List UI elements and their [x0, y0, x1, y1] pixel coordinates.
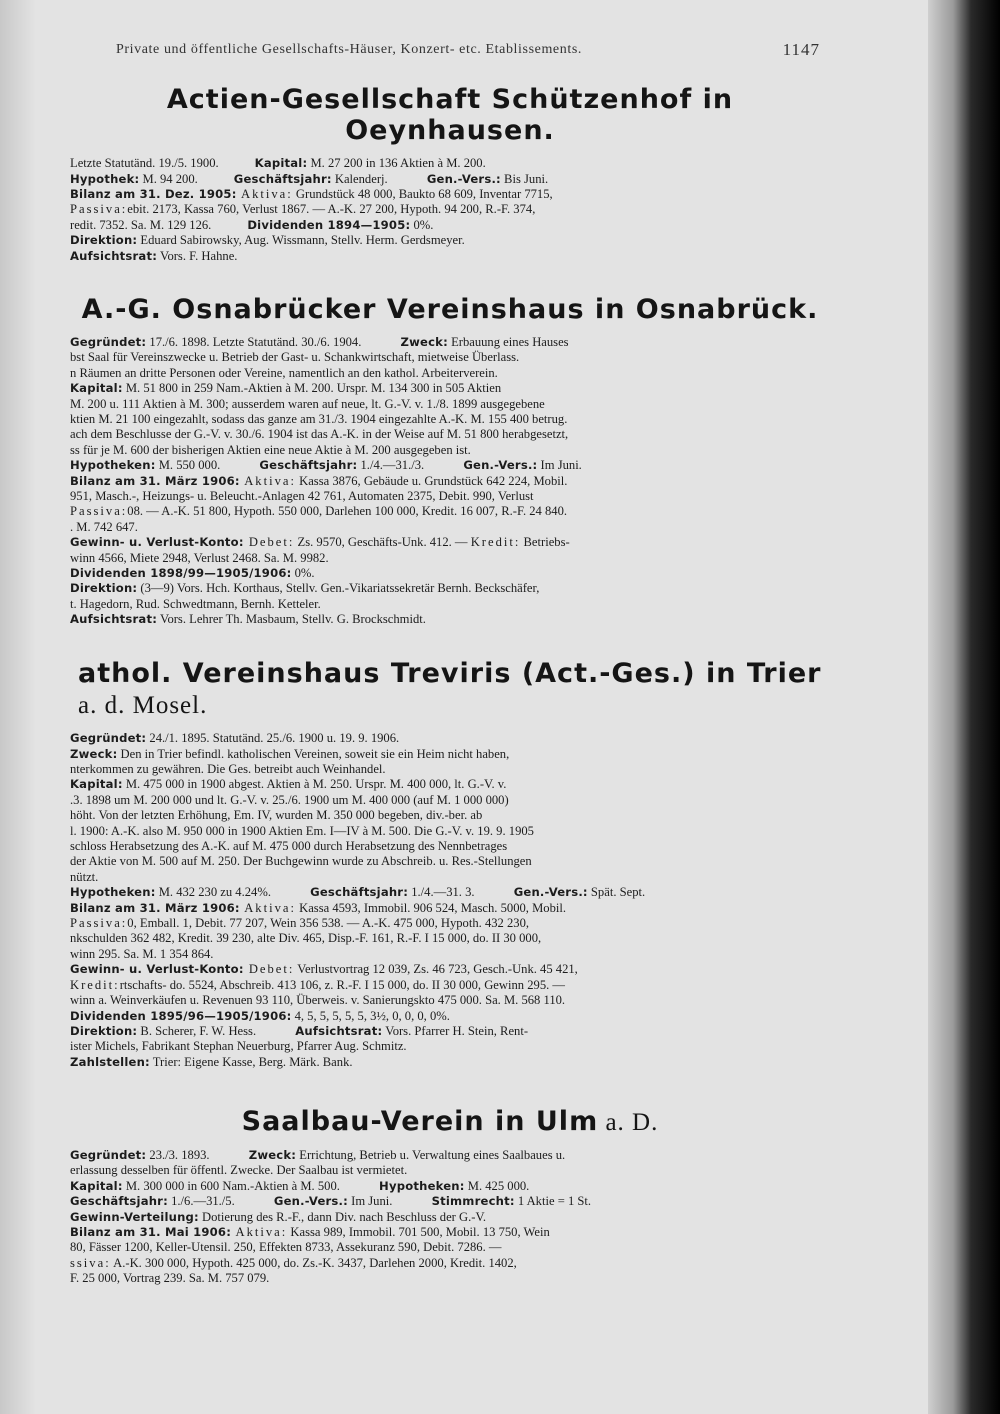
- field-text: A.-K. 51 800, Hypoth. 550 000, Darlehen 100 000, Kredit. 16 007, R.-F. 24 840.: [161, 504, 568, 519]
- text-line: [70, 978, 830, 993]
- text-line: [70, 870, 830, 885]
- text-line: [70, 520, 830, 535]
- text-line: [70, 931, 830, 946]
- spaced-label: Aktiva:: [239, 473, 296, 488]
- field-text: winn 4566, Miete 2948, Verlust 2468. Sa. M. 9982.: [70, 550, 329, 565]
- field-label: Geschäftsjahr:: [70, 1194, 168, 1209]
- field-text: 08. —: [127, 504, 162, 519]
- field-text: ss für je M. 600 der bisherigen Aktien eine neue Aktie à M. 200 ausgegeben ist.: [70, 442, 471, 457]
- text-line: [70, 202, 830, 217]
- field-text: nützt.: [70, 869, 99, 884]
- field-text: Kassa 4593, Immobil. 906 524, Masch. 5000, Mobil.: [295, 900, 567, 915]
- text-line: [70, 474, 830, 489]
- field-text: 951, Masch.-, Heizungs- u. Beleucht.-Anlagen 42 761, Automaten 2375, Debit. 990, Verlust: [70, 489, 534, 504]
- text-line: [70, 762, 830, 777]
- field-label: Gen.-Vers.:: [273, 1194, 348, 1209]
- field-label: Bilanz am 31. Mai 1906:: [70, 1224, 232, 1239]
- field-text: Eduard Sabirowsky, Aug. Wissmann, Stellv. Herm. Gerdsmeyer.: [137, 233, 465, 248]
- spaced-label: Passiva:: [70, 202, 128, 217]
- text-line: [70, 993, 830, 1008]
- field-text: Zs. 9570, Geschäfts-Unk. 412. —: [294, 535, 471, 550]
- text-line: [70, 1179, 830, 1194]
- field-text: n Räumen an dritte Personen oder Vereine, namentlich an den kathol. Arbeiterverein.: [70, 365, 498, 380]
- text-line: [70, 366, 830, 381]
- text-line: [70, 156, 830, 171]
- text-line: [70, 412, 830, 427]
- field-text: Verlustvortrag 12 039, Zs. 46 723, Gesch.-Unk. 45 421,: [294, 962, 578, 977]
- field-label: Dividenden 1894—1905:: [247, 217, 411, 232]
- spaced-label: Aktiva:: [231, 1224, 288, 1239]
- field-text: Spät. Sept.: [587, 885, 646, 900]
- text-line: [70, 1024, 830, 1039]
- spaced-label: Passiva:: [70, 504, 128, 519]
- text-line: [70, 597, 830, 612]
- field-text: rtschafts- do. 5524, Abschreib. 413 106, z. R.-F. I 15 000, do. II 30 000, Gewinn 295. —: [119, 977, 566, 992]
- spaced-label: Aktiva:: [236, 186, 293, 201]
- text-line: [70, 249, 830, 264]
- field-text: winn 295. Sa. M. 1 354 864.: [70, 946, 214, 961]
- running-head-text: Private und öffentliche Gesellschafts-Häuser, Konzert- etc. Etablissements.: [116, 42, 582, 57]
- text-line: [70, 901, 830, 916]
- text-line: [70, 808, 830, 823]
- field-text: M. 200 u. 111 Aktien à M. 300; ausserdem waren auf neue, lt. G.-V. v. 1./8. 1899 ausgegebene: [70, 396, 545, 411]
- text-line: [70, 233, 830, 248]
- field-label: Direktion:: [70, 581, 138, 596]
- field-label: Direktion:: [70, 233, 138, 248]
- field-text: nterkommen zu gewähren. Die Ges. betreibt auch Weinhandel.: [70, 762, 386, 777]
- field-text: ktien M. 21 100 eingezahlt, sodass das ganze am 31./3. 1904 eingezahlte A.-K. M. 155 400 betrug.: [70, 412, 568, 427]
- field-text: schloss Herabsetzung des A.-K. auf M. 475 000 durch Herabsetzung des Nennbetrages: [70, 839, 508, 854]
- field-label: Kapital:: [254, 156, 308, 171]
- field-text: 0%.: [291, 566, 315, 581]
- field-text: Trier: Eigene Kasse, Berg. Märk. Bank.: [149, 1054, 353, 1069]
- field-text: erlassung desselben für öffentl. Zwecke. Der Saalbau ist vermietet.: [70, 1163, 408, 1178]
- text-line: [70, 777, 830, 792]
- field-text: F. 25 000, Vortrag 239. Sa. M. 757 079.: [70, 1271, 270, 1286]
- field-label: Aufsichtsrat:: [70, 248, 158, 263]
- text-line: [70, 793, 830, 808]
- text-line: [70, 489, 830, 504]
- field-text: Dotierung des R.-F., dann Div. nach Beschluss der G.-V.: [198, 1209, 487, 1224]
- field-text: Im Juni.: [347, 1194, 396, 1209]
- spaced-label: Passiva:: [70, 916, 128, 931]
- text-line: [70, 566, 830, 581]
- field-text: M. 300 000 in 600 Nam.-Aktien à M. 500.: [122, 1178, 344, 1193]
- company-title: [70, 84, 830, 146]
- text-line: [70, 1039, 830, 1054]
- field-text: Grundstück 48 000, Baukto 68 609, Inventar 7715,: [292, 186, 553, 201]
- field-label: Hypotheken:: [379, 1178, 465, 1193]
- field-text: A.-K. 300 000, Hypoth. 425 000, do. Zs.-K. 3437, Darlehen 2000, Kredit. 1402,: [110, 1255, 517, 1270]
- field-label: Geschäftsjahr:: [310, 885, 409, 900]
- field-text: M. 475 000 in 1900 abgest. Aktien à M. 250. Urspr. M. 400 000, lt. G.-V. v.: [122, 777, 507, 792]
- field-text: Betriebs-: [520, 535, 570, 550]
- company-entry: [70, 294, 830, 628]
- spaced-label: ssiva:: [70, 1255, 111, 1270]
- field-text: M. 550 000.: [155, 458, 224, 473]
- company-title-text: A.-G. Osnabrücker Vereinshaus in Osnabrück.: [81, 293, 819, 325]
- text-line: [70, 397, 830, 412]
- field-label: Dividenden 1898/99—1905/1906:: [70, 566, 292, 581]
- field-text: B. Scherer, F. W. Hess.: [137, 1023, 260, 1038]
- text-line: [70, 1163, 830, 1178]
- company-entry: [70, 658, 830, 1070]
- text-line: [70, 947, 830, 962]
- field-label: Zweck:: [70, 746, 118, 761]
- field-text: redit. 7352. Sa. M. 129 126.: [70, 217, 212, 232]
- company-entry: [70, 84, 830, 264]
- text-line: [70, 1271, 830, 1286]
- text-line: [70, 747, 830, 762]
- company-title: [70, 294, 830, 325]
- field-label: Hypotheken:: [70, 885, 156, 900]
- field-text: Kalenderj.: [331, 171, 391, 186]
- text-line: [70, 535, 830, 550]
- text-line: [70, 1148, 830, 1163]
- field-text: Erbauung eines Hauses: [447, 334, 569, 349]
- field-text: Vors. F. Hahne.: [157, 248, 238, 263]
- text-line: [70, 612, 830, 627]
- company-title: [70, 1106, 830, 1138]
- field-text: M. 27 200 in 136 Aktien à M. 200.: [307, 156, 486, 171]
- field-label: Hypotheken:: [70, 458, 156, 473]
- company-entry: [70, 1106, 830, 1286]
- field-text: ister Michels, Fabrikant Stephan Neuerburg, Pfarrer Aug. Schmitz.: [70, 1039, 407, 1054]
- company-title-text: Actien-Gesellschaft Schützenhof in Oeynhausen.: [166, 84, 734, 147]
- field-label: Bilanz am 31. März 1906:: [70, 900, 240, 915]
- field-text: A.-K. 475 000, Hypoth. 432 230,: [361, 916, 530, 931]
- field-text: Kassa 3876, Gebäude u. Grundstück 642 224, Mobil.: [295, 473, 568, 488]
- field-text: winn a. Weinverkäufen u. Revenuen 93 110, Überweis. v. Sanierungskto 475 000. Sa. M. 568 110.: [70, 993, 566, 1008]
- text-line: [70, 839, 830, 854]
- field-text: . M. 742 647.: [70, 519, 138, 534]
- company-title-text: athol. Vereinshaus Treviris (Act.-Ges.) in Trier: [78, 657, 822, 689]
- field-text: Den in Trier befindl. katholischen Vereinen, soweit sie ein Heim nicht haben,: [117, 746, 510, 761]
- field-label: Gen.-Vers.:: [513, 885, 588, 900]
- text-line: [70, 1194, 830, 1209]
- text-line: [70, 172, 830, 187]
- company-title-location: a. D.: [598, 1109, 659, 1137]
- field-text: Im Juni.: [537, 458, 582, 473]
- field-text: 23./3. 1893.: [146, 1147, 213, 1162]
- field-text: Errichtung, Betrieb u. Verwaltung eines Saalbaues u.: [296, 1147, 566, 1162]
- field-text: (3—9) Vors. Hch. Korthaus, Stellv. Gen.-Vikariatssekretär Bernh. Beckschäfer,: [137, 581, 540, 596]
- text-line: [70, 551, 830, 566]
- spaced-label: Debet:: [243, 962, 295, 977]
- page-number: 1147: [782, 40, 820, 59]
- text-line: [70, 1210, 830, 1225]
- field-text: M. 425 000.: [464, 1178, 530, 1193]
- field-text: 17./6. 1898. Letzte Statutänd. 30./6. 1904.: [146, 334, 365, 349]
- field-label: Gen.-Vers.:: [426, 171, 501, 186]
- spaced-label: Aktiva:: [239, 900, 296, 915]
- field-text: 1 Aktie = 1 St.: [514, 1194, 592, 1209]
- field-label: Kapital:: [70, 1178, 123, 1193]
- field-label: Zahlstellen:: [70, 1054, 150, 1069]
- field-text: l. 1900: A.-K. also M. 950 000 in 1900 Aktien Em. I—IV à M. 500. Die G.-V. v. 19. 9. 1905: [70, 823, 534, 838]
- text-line: [70, 962, 830, 977]
- field-label: Hypothek:: [70, 171, 140, 186]
- field-text: 1./6.—31./5.: [167, 1194, 238, 1209]
- field-label: Bilanz am 31. Dez. 1905:: [70, 186, 237, 201]
- field-text: ach dem Beschlusse der G.-V. v. 30./6. 1904 ist das A.-K. in der Weise auf M. 51 800 herabgesetzt,: [70, 427, 569, 442]
- field-label: Gegründet:: [70, 731, 147, 746]
- field-text: M. 51 800 in 259 Nam.-Aktien à M. 200. Urspr. M. 134 300 in 505 Aktien: [122, 381, 502, 396]
- text-line: [70, 1256, 830, 1271]
- field-text: 0, Emball. 1, Debit. 77 207, Wein 356 538. —: [127, 916, 362, 931]
- scan-left-edge: [0, 0, 36, 1414]
- text-line: [70, 1055, 830, 1070]
- text-line: [70, 824, 830, 839]
- field-text: A.-K. 27 200, Hypoth. 94 200, R.-F. 374,: [327, 202, 536, 217]
- text-line: [70, 427, 830, 442]
- field-text: 0%.: [410, 217, 434, 232]
- field-label: Gegründet:: [70, 334, 147, 349]
- field-label: Zweck:: [400, 334, 448, 349]
- text-line: [70, 731, 830, 746]
- text-line: [70, 581, 830, 596]
- text-line: [70, 443, 830, 458]
- field-label: Gewinn- u. Verlust-Konto:: [70, 535, 244, 550]
- field-text: Kassa 989, Immobil. 701 500, Mobil. 13 750, Wein: [287, 1224, 550, 1239]
- spaced-label: Kredit:: [70, 977, 120, 992]
- field-label: Kapital:: [70, 381, 123, 396]
- company-list: [70, 84, 830, 1287]
- field-text: t. Hagedorn, Rud. Schwedtmann, Bernh. Ketteler.: [70, 596, 321, 611]
- text-line: [70, 335, 830, 350]
- field-text: 1./4.—31./3.: [357, 458, 428, 473]
- field-text: Bis Juni.: [500, 171, 549, 186]
- text-line: [70, 381, 830, 396]
- field-text: nkschulden 362 482, Kredit. 39 230, alte Div. 465, Disp.-F. 161, R.-F. I 15 000, do. II 30 000,: [70, 931, 542, 946]
- text-line: [70, 854, 830, 869]
- company-title: [70, 658, 830, 722]
- field-label: Gen.-Vers.:: [463, 458, 538, 473]
- spaced-label: Debet:: [243, 535, 295, 550]
- field-text: M. 94 200.: [139, 171, 198, 186]
- field-label: Gegründet:: [70, 1147, 147, 1162]
- text-line: [70, 187, 830, 202]
- field-text: bst Saal für Vereinszwecke u. Betrieb der Gast- u. Schankwirtschaft, mietweise Überlass.: [70, 350, 520, 365]
- field-text: 1./4.—31. 3.: [408, 885, 478, 900]
- field-label: Aufsichtsrat:: [295, 1023, 383, 1038]
- field-label: Kapital:: [70, 777, 123, 792]
- field-label: Geschäftsjahr:: [259, 458, 358, 473]
- text-line: [70, 1240, 830, 1255]
- field-text: der Aktie von M. 500 auf M. 250. Der Buchgewinn wurde zu Abschreib. u. Res.-Stellungen: [70, 854, 532, 869]
- spaced-label: Kredit:: [470, 535, 521, 550]
- text-line: [70, 1009, 830, 1024]
- text-line: [70, 458, 830, 473]
- field-label: Dividenden 1895/96—1905/1906:: [70, 1008, 292, 1023]
- field-text: Vors. Lehrer Th. Masbaum, Stellv. G. Brockschmidt.: [157, 612, 426, 627]
- field-label: Gewinn- u. Verlust-Konto:: [70, 962, 244, 977]
- field-label: Stimmrecht:: [431, 1194, 515, 1209]
- text-line: [70, 885, 830, 900]
- field-label: Gewinn-Verteilung:: [70, 1209, 199, 1224]
- field-text: 24./1. 1895. Statutänd. 25./6. 1900 u. 19. 9. 1906.: [146, 731, 400, 746]
- field-label: Zweck:: [248, 1147, 297, 1162]
- text-line: [70, 1225, 830, 1240]
- company-title-text: Saalbau-Verein in Ulm: [241, 1106, 599, 1138]
- running-head: [70, 38, 830, 64]
- field-text: Letzte Statutänd. 19./5. 1900.: [70, 156, 219, 171]
- text-line: [70, 350, 830, 365]
- field-text: M. 432 230 zu 4.24%.: [155, 885, 275, 900]
- field-label: Aufsichtsrat:: [70, 612, 158, 627]
- field-text: .3. 1898 um M. 200 000 und lt. G.-V. v. 25./6. 1900 um M. 400 000 (auf M. 1 000 000): [70, 792, 509, 807]
- field-text: 4, 5, 5, 5, 5, 5, 3½, 0, 0, 0, 0%.: [291, 1008, 450, 1023]
- field-text: 80, Fässer 1200, Keller-Utensil. 250, Effekten 8733, Assekuranz 590, Debit. 7286. —: [70, 1240, 502, 1255]
- field-label: Geschäftsjahr:: [233, 171, 332, 186]
- text-line: [70, 218, 830, 233]
- text-line: [70, 916, 830, 931]
- field-text: ebit. 2173, Kassa 760, Verlust 1867. —: [127, 202, 328, 217]
- document-page: [70, 38, 830, 1287]
- company-title-location: a. d. Mosel.: [78, 692, 208, 720]
- scan-right-edge: [928, 0, 1000, 1414]
- field-text: höht. Von der letzten Erhöhung, Em. IV, wurden M. 350 000 begeben, div.-ber. ab: [70, 808, 483, 823]
- field-label: Bilanz am 31. März 1906:: [70, 473, 240, 488]
- field-text: Vors. Pfarrer H. Stein, Rent-: [382, 1023, 529, 1038]
- field-label: Direktion:: [70, 1023, 138, 1038]
- text-line: [70, 504, 830, 519]
